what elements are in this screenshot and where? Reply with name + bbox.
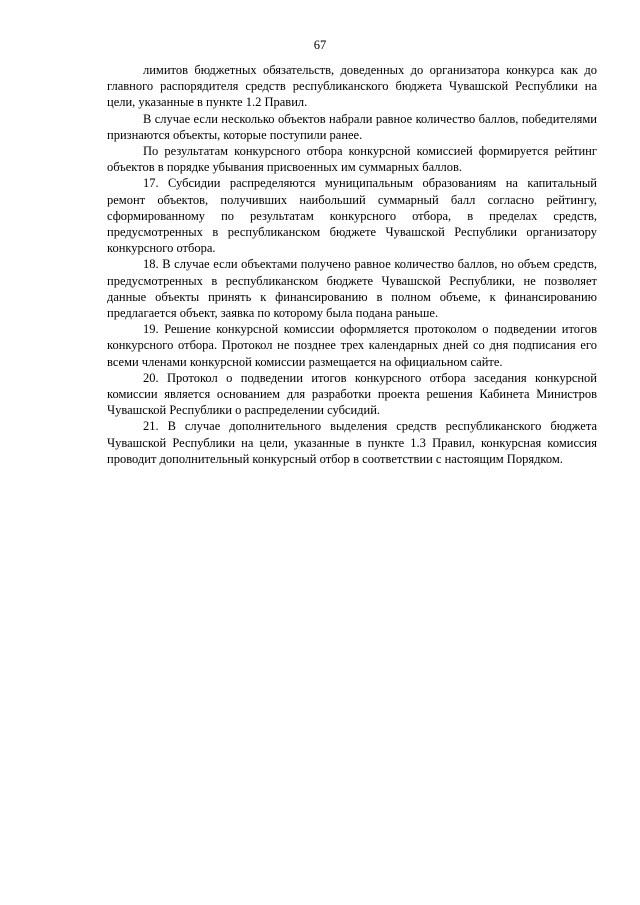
paragraph-20-protocol-basis: 20. Протокол о подведении итогов конкурсного отбора заседания конкурсной комиссии является основанием для разработки проекта решения Кабинета Министров Чувашской Республики о распределении субсидий. [107, 370, 597, 418]
paragraph-continuation-limits: лимитов бюджетных обязательств, доведенных до организатора конкурса как до главного распорядителя средств республиканского бюджета Чувашской Республики на цели, указанные в пункте 1.2 Правил. [107, 63, 597, 110]
paragraph-19-commission-protocol: 19. Решение конкурсной комиссии оформляется протоколом о подведении итогов конкурсного отбора. Протокол не позднее трех календарных дней со дня подписания его всеми членами конкурсной комиссии размещается на официальном сайте. [107, 322, 597, 369]
document-body [107, 62, 597, 467]
paragraph-17-subsidy-distribution: 17. Субсидии распределяются муниципальным образованиям на капитальный ремонт объектов, получивших наибольший суммарный балл согласно рейтингу, сформированному по результатам конкурсного отбора, в пределах средств, предусмотренных в республиканском бюджете Чувашской Республики организатору конкурсного отбора. [107, 176, 597, 256]
page-number: 67 [313, 38, 327, 52]
paragraph-18-equal-points-funding: 18. В случае если объектами получено равное количество баллов, но объем средств, предусмотренных в республиканском бюджете Чувашской Республики, не позволяет данные объекты принять к финансированию в полном объеме, к финансированию предлагается объект, заявка по которому была подана раньше. [107, 257, 597, 321]
paragraph-21-additional-selection: 21. В случае дополнительного выделения средств республиканского бюджета Чувашской Республики на цели, указанные в пункте 1.3 Правил, конкурсная комиссия проводит дополнительный конкурсный отбор в соответствии с настоящим Порядком. [107, 419, 597, 466]
paragraph-rating-formation: По результатам конкурсного отбора конкурсной комиссией формируется рейтинг объектов в порядке убывания присвоенных им суммарных баллов. [107, 144, 597, 175]
paragraph-equal-points-winners: В случае если несколько объектов набрали равное количество баллов, победителями признаются объекты, которые поступили ранее. [107, 111, 597, 142]
